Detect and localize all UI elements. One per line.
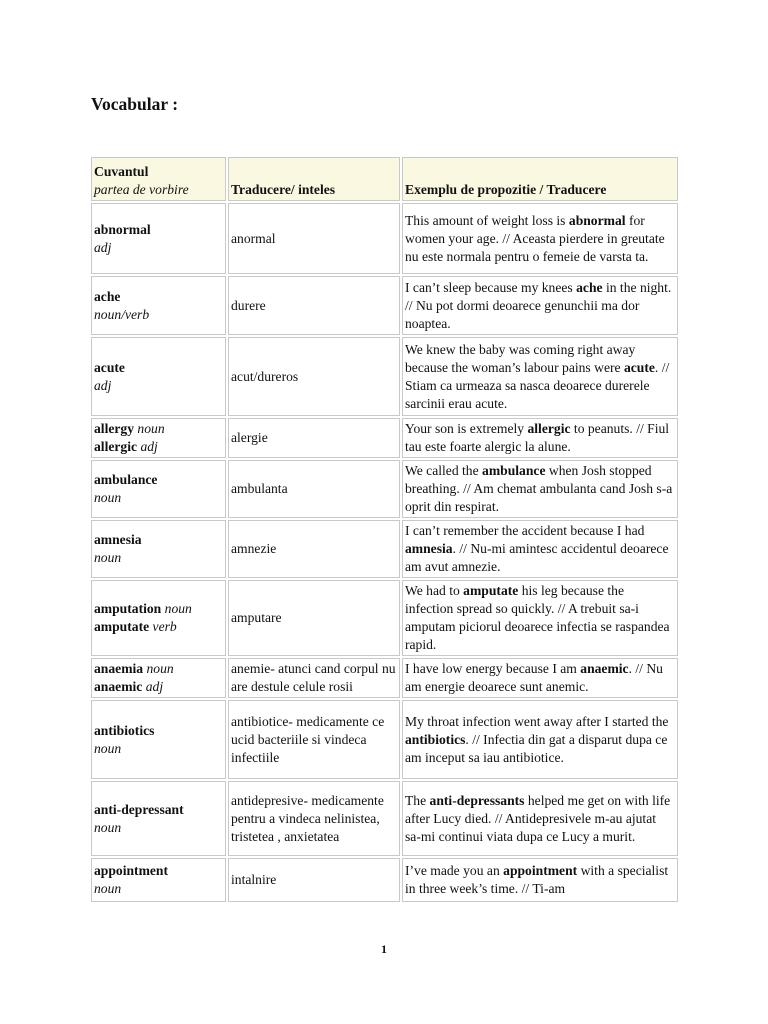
example-cell — [402, 460, 678, 518]
translation-cell: durere — [228, 276, 400, 335]
example-text: We called the — [405, 463, 483, 478]
example-text: My throat infection went away after I started the — [405, 713, 669, 729]
example-cell — [402, 203, 678, 274]
example-cell — [402, 276, 678, 335]
word-cell — [91, 781, 226, 856]
example-cell — [402, 337, 678, 416]
example-text: when Josh stopped breathing. // Am chemat ambulanta cand Josh s-a oprit din respirat. — [405, 463, 673, 514]
example-text: his leg because the infection spread so quickly. // A trebuit sa-i amputam piciorul deoarece infectia se raspandea rapid. — [405, 583, 670, 652]
translation-cell: acut/dureros — [228, 337, 400, 416]
vocab-word: amputation — [94, 601, 162, 616]
table-header-row — [91, 157, 678, 201]
highlighted-term: ambulance — [482, 463, 546, 478]
example-cell — [402, 418, 678, 458]
vocab-word: anaemic — [94, 679, 143, 694]
table-row — [91, 781, 678, 856]
highlighted-term: antibiotics — [405, 731, 466, 747]
example-text: I’ve made you an — [405, 863, 504, 878]
example-text: I can’t sleep because my knees — [405, 279, 577, 295]
part-of-speech: noun — [94, 490, 122, 505]
table-row — [91, 580, 678, 656]
word-cell — [91, 658, 226, 698]
vocab-word: allergy — [94, 421, 135, 436]
table-row — [91, 418, 678, 458]
header-translation: Traducere/ inteles — [231, 182, 336, 197]
example-cell — [402, 700, 678, 779]
part-of-speech: noun — [94, 819, 122, 835]
example-text: in the night. // Nu pot dormi deoarece genunchii ma dor noaptea. — [405, 279, 672, 331]
example-text: to peanuts. // Fiul tau este foarte alergic la alune. — [405, 421, 670, 454]
part-of-speech: noun — [94, 881, 122, 896]
vocab-word: amnesia — [94, 532, 142, 547]
example-text: We knew the baby was coming right away because the woman’s labour pains were — [405, 341, 636, 375]
highlighted-term: ache — [576, 279, 603, 295]
header-example: Exemplu de propozitie / Traducere — [405, 182, 607, 197]
highlighted-term: appointment — [503, 863, 578, 878]
header-example-cell — [402, 157, 678, 201]
vocab-word: allergic — [94, 439, 138, 454]
highlighted-term: abnormal — [568, 212, 626, 228]
header-translation-cell — [228, 157, 400, 201]
highlighted-term: allergic — [527, 421, 571, 436]
page-title: Vocabular : — [91, 94, 179, 114]
header-word-cell — [91, 157, 226, 201]
vocabulary-rows — [91, 203, 678, 902]
table-row — [91, 520, 678, 578]
word-cell — [91, 418, 226, 458]
page-number: 1 — [381, 942, 387, 956]
highlighted-term: anti-depressants — [429, 792, 525, 808]
example-cell — [402, 781, 678, 856]
example-text: I have low energy because I am — [405, 661, 581, 676]
example-cell — [402, 520, 678, 578]
highlighted-term: amputate — [463, 583, 519, 598]
vocab-word: ambulance — [94, 472, 158, 487]
table-row — [91, 858, 678, 902]
vocab-word: appointment — [94, 863, 169, 878]
part-of-speech: noun — [137, 421, 165, 436]
example-text: We had to — [405, 583, 464, 598]
table-row — [91, 276, 678, 335]
example-text: . // Stiam ca urmeaza sa nasca deoarece durerele sarcinii erau acute. — [405, 359, 670, 411]
part-of-speech: adj — [94, 377, 112, 393]
example-text: . // Nu-mi amintesc accidentul deoarece am avut amnezie. — [405, 541, 669, 574]
word-cell — [91, 203, 226, 274]
translation-cell: antibiotice- medicamente ce ucid bacteriile si vindeca infectiile — [228, 700, 400, 779]
header-part-of-speech: partea de vorbire — [94, 182, 189, 197]
highlighted-term: acute — [623, 359, 655, 375]
table-row — [91, 658, 678, 698]
vocab-word: amputate — [94, 619, 150, 634]
vocab-word: abnormal — [94, 221, 151, 237]
word-cell — [91, 276, 226, 335]
vocab-word: anaemia — [94, 661, 144, 676]
example-text: This amount of weight loss is — [405, 212, 569, 228]
word-cell — [91, 700, 226, 779]
example-text: . // Nu am energie deoarece sunt anemic. — [405, 661, 663, 694]
part-of-speech: verb — [152, 619, 177, 634]
vocab-word: antibiotics — [94, 722, 155, 738]
table-row — [91, 337, 678, 416]
example-text: with a specialist in three week’s time. // Ti-am — [405, 863, 669, 896]
word-cell — [91, 460, 226, 518]
table-row — [91, 460, 678, 518]
part-of-speech: noun — [164, 601, 192, 616]
translation-cell: alergie — [228, 418, 400, 458]
table-row — [91, 700, 678, 779]
example-text: I can’t remember the accident because I had — [405, 523, 645, 538]
translation-cell: anemie- atunci cand corpul nu are destule celule rosii — [228, 658, 400, 698]
highlighted-term: anaemic — [580, 661, 629, 676]
vocabulary-table — [89, 155, 680, 904]
translation-cell: antidepresive- medicamente pentru a vindeca nelinistea, tristetea , anxietatea — [228, 781, 400, 856]
part-of-speech: noun — [94, 550, 122, 565]
part-of-speech: noun — [94, 740, 122, 756]
translation-cell: amputare — [228, 580, 400, 656]
word-cell — [91, 337, 226, 416]
part-of-speech: adj — [94, 239, 112, 255]
part-of-speech: noun — [146, 661, 174, 676]
example-cell — [402, 858, 678, 902]
vocab-word: ache — [94, 288, 121, 304]
translation-cell: ambulanta — [228, 460, 400, 518]
vocab-word: acute — [94, 359, 125, 375]
vocab-word: anti-depressant — [94, 801, 184, 817]
example-text: The — [405, 792, 430, 808]
highlighted-term: amnesia — [405, 541, 453, 556]
word-cell — [91, 858, 226, 902]
translation-cell: amnezie — [228, 520, 400, 578]
example-text: helped me get on with life after Lucy died. // Antidepresivele m-au ajutat sa-mi continui viata dupa ce Lucy a murit. — [405, 792, 671, 844]
example-text: for women your age. // Aceasta pierdere in greutate nu este normala pentru o femeie de varsta ta. — [405, 212, 665, 264]
translation-cell: anormal — [228, 203, 400, 274]
table-row — [91, 203, 678, 274]
example-cell — [402, 580, 678, 656]
header-word: Cuvantul — [94, 164, 149, 179]
example-cell — [402, 658, 678, 698]
translation-cell: intalnire — [228, 858, 400, 902]
part-of-speech: adj — [140, 439, 158, 454]
part-of-speech: noun/verb — [94, 306, 150, 322]
part-of-speech: adj — [145, 679, 164, 694]
word-cell — [91, 580, 226, 656]
example-text: . // Infectia din gat a disparut dupa ce am inceput sa iau antibiotice. — [405, 731, 668, 765]
example-text: Your son is extremely — [405, 421, 528, 436]
word-cell — [91, 520, 226, 578]
